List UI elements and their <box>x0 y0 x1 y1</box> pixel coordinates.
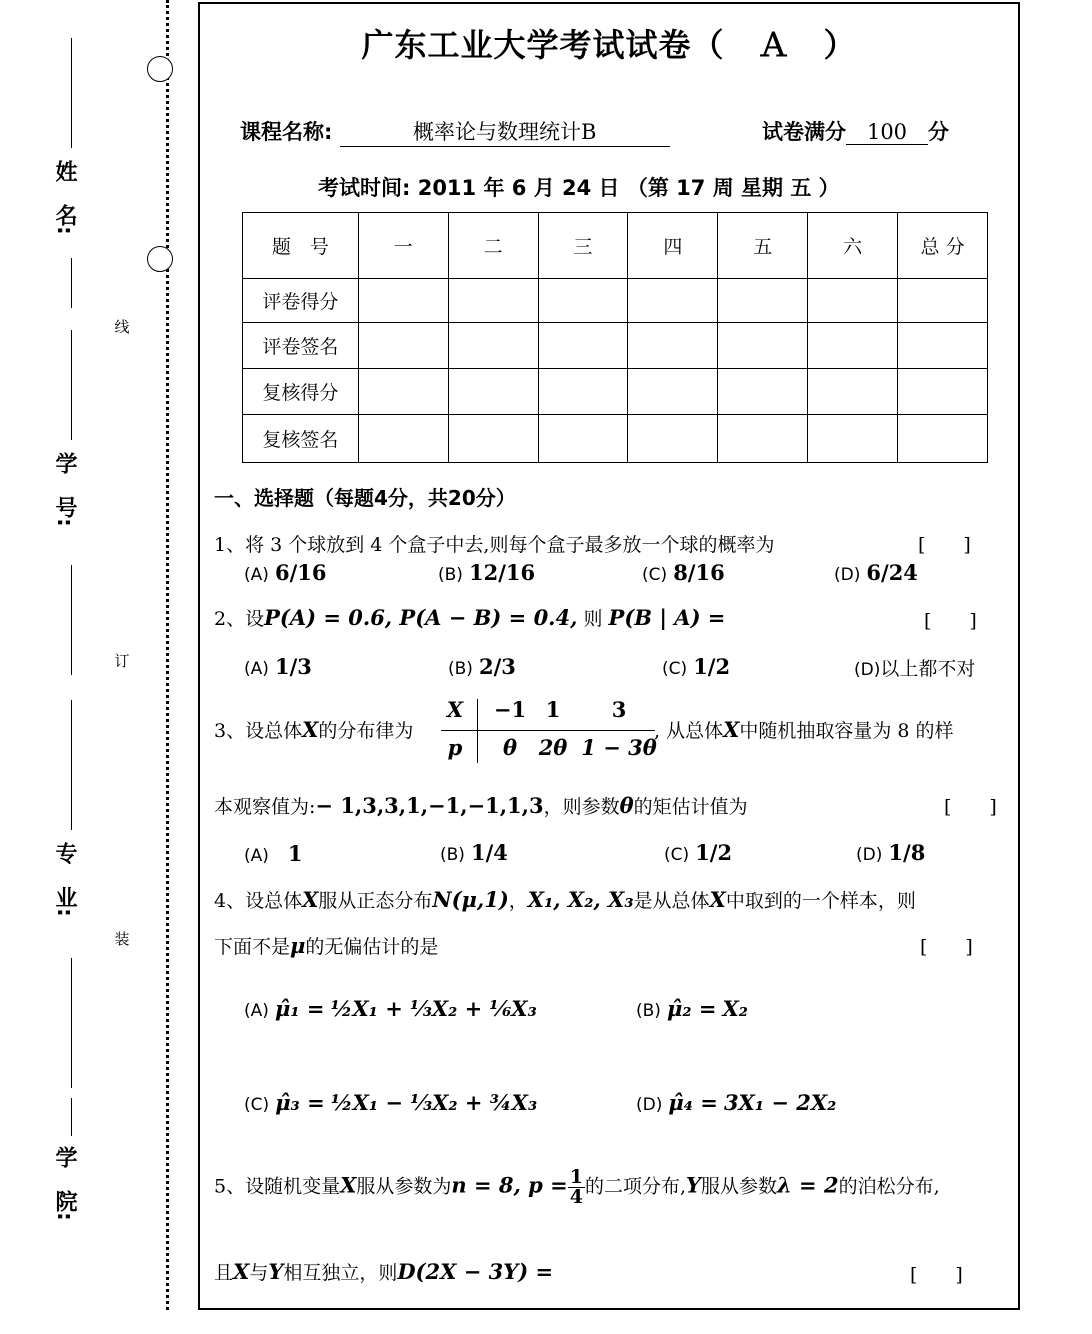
q5-and: 与 <box>249 1262 269 1284</box>
option-value: 以上都不对 <box>880 658 976 680</box>
score-cell[interactable] <box>538 279 628 323</box>
q5-lambda: λ = 2 <box>777 1172 839 1198</box>
score-cell[interactable] <box>808 279 898 323</box>
q5-prefix: 5、设随机变量 <box>214 1175 341 1198</box>
q5-ask: D(2X − 3Y) = <box>397 1259 554 1284</box>
option-expr: ½X₁ − ⅓X₂ + ¾X₃ <box>330 1090 538 1115</box>
option-expr: X₂ <box>722 996 749 1021</box>
q3-line2-mid: ，则参数 <box>543 796 620 818</box>
college-underline <box>71 1098 72 1136</box>
option-value: 1/3 <box>274 654 312 679</box>
question-4-line2 <box>214 932 438 959</box>
score-cell[interactable] <box>448 323 538 369</box>
score-cell[interactable] <box>538 415 628 463</box>
q3-option-c[interactable] <box>664 840 732 865</box>
q4-normal: N(μ,1) <box>432 887 509 912</box>
score-cell[interactable] <box>358 279 448 323</box>
q5-binom: 的二项分布, <box>584 1175 686 1198</box>
option-lhs: μ̂₃ = <box>275 1090 325 1115</box>
score-cell[interactable] <box>898 323 988 369</box>
option-label: (C) <box>664 845 690 865</box>
binding-line-char: 线 <box>114 318 130 336</box>
q2-condition: P(A) = 0.6, P(A − B) = 0.4, <box>264 605 578 630</box>
q2-prefix: 2、设 <box>214 608 265 630</box>
score-cell[interactable] <box>448 415 538 463</box>
q3-line2-end: 的矩估计值为 <box>633 796 748 818</box>
answer-bracket-5[interactable]: [ ] <box>910 1264 963 1286</box>
q4-comma: ， <box>508 890 528 912</box>
id-label: 学 号: <box>52 452 77 527</box>
q4-line2b: 的无偏估计的是 <box>305 936 439 958</box>
score-cell[interactable] <box>448 369 538 415</box>
q3-option-d[interactable] <box>856 840 925 865</box>
q4-sample: X₁, X₂, X₃ <box>527 887 634 912</box>
score-header-cell: 六 <box>808 213 898 279</box>
option-label: (B) <box>438 565 463 585</box>
course-name: 概率论与数理统计B <box>340 116 670 147</box>
score-cell[interactable] <box>718 279 808 323</box>
dist-vline <box>477 699 478 763</box>
full-score-value: 100 <box>846 120 928 145</box>
q1-option-b[interactable] <box>438 560 535 585</box>
option-value: 6/16 <box>274 560 327 585</box>
binding-hole-mid <box>147 246 173 272</box>
score-cell[interactable] <box>358 369 448 415</box>
q4-rest: 是从总体 <box>633 890 710 912</box>
table-row <box>243 369 988 415</box>
table-row <box>243 323 988 369</box>
question-3-text-cont <box>654 716 954 743</box>
score-cell[interactable] <box>628 323 718 369</box>
score-cell[interactable] <box>718 415 808 463</box>
q3-after1: , 从总体 <box>654 720 724 742</box>
option-value: 1/4 <box>470 840 508 865</box>
q3-var: X <box>302 717 319 742</box>
major-label: 专 业: <box>52 842 77 917</box>
q5-mid: 服从参数为 <box>356 1175 452 1198</box>
q3-sample-values: − 1,3,3,1,−1,−1,1,3 <box>315 793 544 818</box>
score-table <box>242 212 988 463</box>
score-cell[interactable] <box>898 415 988 463</box>
option-value: 1/8 <box>888 840 926 865</box>
section-title: 一、选择题（每题4分，共20分） <box>214 486 516 510</box>
exam-title: 广东工业大学考试试卷（ Ａ ） <box>361 26 857 64</box>
option-lhs: μ̂₂ = <box>666 996 717 1021</box>
score-cell[interactable] <box>628 415 718 463</box>
tear-line <box>166 0 169 1310</box>
exam-time: 考试时间: 2011 年 6 月 24 日 （第 17 周 星期 五 ） <box>318 176 840 200</box>
score-cell[interactable] <box>628 369 718 415</box>
q3-theta: θ <box>619 793 634 818</box>
q4-mu: μ <box>290 933 306 958</box>
option-label: (C) <box>662 659 688 679</box>
name-label: 姓 名: <box>52 160 77 235</box>
score-cell[interactable] <box>358 323 448 369</box>
fraction-numerator: 1 <box>569 1166 583 1188</box>
q5-poisson: 的泊松分布, <box>838 1175 940 1198</box>
full-score-label: 试卷满分 <box>762 120 846 144</box>
option-expr: 3X₁ − 2X₂ <box>723 1090 837 1115</box>
option-value: 2/3 <box>478 654 516 679</box>
option-label: (C) <box>642 565 668 585</box>
score-cell[interactable] <box>538 369 628 415</box>
binding-hole-top <box>147 56 173 82</box>
score-table-header <box>243 213 988 279</box>
option-value: 1 <box>287 841 303 866</box>
score-cell[interactable] <box>808 415 898 463</box>
q4-option-d[interactable] <box>636 1090 836 1115</box>
q1-option-d[interactable] <box>834 560 918 585</box>
q5-param: n = 8, p = <box>451 1172 568 1198</box>
q3-line2-prefix: 本观察值为: <box>214 796 316 818</box>
answer-bracket-1[interactable]: [ ] <box>918 534 971 556</box>
option-label: (B) <box>448 659 473 679</box>
score-cell[interactable] <box>718 323 808 369</box>
dist-value: 3 <box>611 697 627 722</box>
row-label: 评卷签名 <box>243 323 359 369</box>
q5-line2a: 且 <box>214 1262 234 1284</box>
dist-p-label: p <box>447 735 463 760</box>
dist-hline <box>441 730 655 731</box>
dist-prob: θ <box>502 735 517 760</box>
option-value: 1/2 <box>695 840 733 865</box>
answer-bracket-4[interactable]: [ ] <box>920 936 973 958</box>
option-label: (A) <box>244 846 269 866</box>
q3-option-a[interactable] <box>244 840 303 867</box>
question-5-text <box>214 1168 940 1207</box>
score-cell[interactable] <box>718 369 808 415</box>
q3-prefix: 3、设总体 <box>214 720 303 742</box>
q4-line2a: 下面不是 <box>214 936 291 958</box>
option-label: (A) <box>244 659 269 679</box>
q4-var: X <box>709 887 726 912</box>
answer-bracket-3[interactable]: [ ] <box>944 796 997 818</box>
dist-prob: 1 − 3θ <box>581 735 657 760</box>
question-4-text <box>214 886 916 913</box>
q4-mid: 服从正态分布 <box>318 890 433 912</box>
major-underline <box>71 700 72 830</box>
q5-mid2: 服从参数 <box>701 1175 778 1198</box>
option-value: 12/16 <box>468 560 536 585</box>
table-row <box>243 279 988 323</box>
q5-y: Y <box>268 1259 284 1284</box>
option-label: (A) <box>244 565 269 585</box>
score-cell[interactable] <box>358 415 448 463</box>
q4-option-c[interactable] <box>244 1090 537 1115</box>
fraction-denominator: 4 <box>569 1186 583 1208</box>
q2-option-b[interactable] <box>448 654 516 679</box>
distribution-table <box>441 697 655 765</box>
score-header-cell: 二 <box>448 213 538 279</box>
q3-mid: 的分布律为 <box>318 720 414 742</box>
option-label: (D) <box>834 565 861 585</box>
option-label: (B) <box>636 1001 661 1021</box>
score-cell[interactable] <box>448 279 538 323</box>
dist-value: 1 <box>545 697 561 722</box>
answer-bracket-2[interactable]: [ ] <box>924 610 977 632</box>
q2-ask: P(B | A) = <box>608 605 726 630</box>
score-cell[interactable] <box>808 369 898 415</box>
row-label: 复核签名 <box>243 415 359 463</box>
option-label: (D) <box>856 845 883 865</box>
option-expr: ½X₁ + ⅓X₂ + ⅙X₃ <box>330 996 537 1021</box>
dist-prob: 2θ <box>538 735 568 760</box>
binding-bind-char: 装 <box>114 930 130 948</box>
row-label: 评卷得分 <box>243 279 359 323</box>
score-cell[interactable] <box>898 279 988 323</box>
q2-option-a[interactable] <box>244 654 312 679</box>
q5-var: X <box>233 1259 250 1284</box>
q5-var: X <box>340 1172 357 1198</box>
id-underline <box>71 330 72 440</box>
q5-fraction <box>568 1168 585 1207</box>
question-5-line2 <box>214 1258 553 1285</box>
question-3-line2 <box>214 792 748 819</box>
q4-option-a[interactable] <box>244 996 537 1021</box>
college-label: 学 院: <box>52 1146 77 1221</box>
score-header-cell: 五 <box>718 213 808 279</box>
option-lhs: μ̂₁ = <box>274 996 325 1021</box>
score-cell[interactable] <box>628 279 718 323</box>
dist-value: −1 <box>493 697 527 722</box>
option-label: (A) <box>244 1001 269 1021</box>
q2-option-d[interactable] <box>854 654 975 681</box>
q2-then: 则 <box>583 608 603 630</box>
score-header-cell: 三 <box>538 213 628 279</box>
dist-x-label: X <box>446 697 464 722</box>
option-value: 1/2 <box>693 654 731 679</box>
name-underline <box>71 38 72 148</box>
id-underline-lower <box>71 565 72 675</box>
name-underline-lower <box>71 258 72 308</box>
row-label: 复核得分 <box>243 369 359 415</box>
table-row <box>243 415 988 463</box>
q2-option-c[interactable] <box>662 654 730 679</box>
full-score-unit: 分 <box>928 120 949 144</box>
q4-var: X <box>302 887 319 912</box>
question-1-text: 1、将 3 个球放到 4 个盒子中去,则每个盒子最多放一个球的概率为 <box>214 534 775 556</box>
q5-y: Y <box>686 1172 701 1198</box>
score-cell[interactable] <box>538 323 628 369</box>
option-label: (D) <box>636 1095 663 1115</box>
course-line <box>240 116 670 147</box>
q3-after2: 中随机抽取容量为 8 的样 <box>739 720 954 742</box>
score-header-cell: 总 分 <box>898 213 988 279</box>
full-score-line <box>762 116 949 146</box>
q1-option-c[interactable] <box>642 560 725 585</box>
option-value: 6/24 <box>866 560 918 585</box>
score-header-cell: 题 号 <box>243 213 359 279</box>
score-cell[interactable] <box>898 369 988 415</box>
q3-var: X <box>723 717 740 742</box>
question-3-text <box>214 716 413 743</box>
major-underline-lower <box>71 958 72 1088</box>
option-label: (B) <box>440 845 465 865</box>
q5-indep: 相互独立，则 <box>283 1262 398 1284</box>
option-value: 8/16 <box>673 560 725 585</box>
q3-option-b[interactable] <box>440 840 508 865</box>
binding-order-char: 订 <box>114 652 130 670</box>
option-label: (D) <box>854 660 881 680</box>
q1-option-a[interactable] <box>244 560 326 585</box>
q4-rest2: 中取到的一个样本，则 <box>725 890 916 912</box>
score-header-cell: 一 <box>358 213 448 279</box>
score-cell[interactable] <box>808 323 898 369</box>
question-2-text <box>214 604 725 631</box>
q4-prefix: 4、设总体 <box>214 890 303 912</box>
q4-option-b[interactable] <box>636 996 748 1021</box>
course-label: 课程名称: <box>240 120 333 144</box>
option-lhs: μ̂₄ = <box>668 1090 718 1115</box>
option-label: (C) <box>244 1095 270 1115</box>
score-header-cell: 四 <box>628 213 718 279</box>
